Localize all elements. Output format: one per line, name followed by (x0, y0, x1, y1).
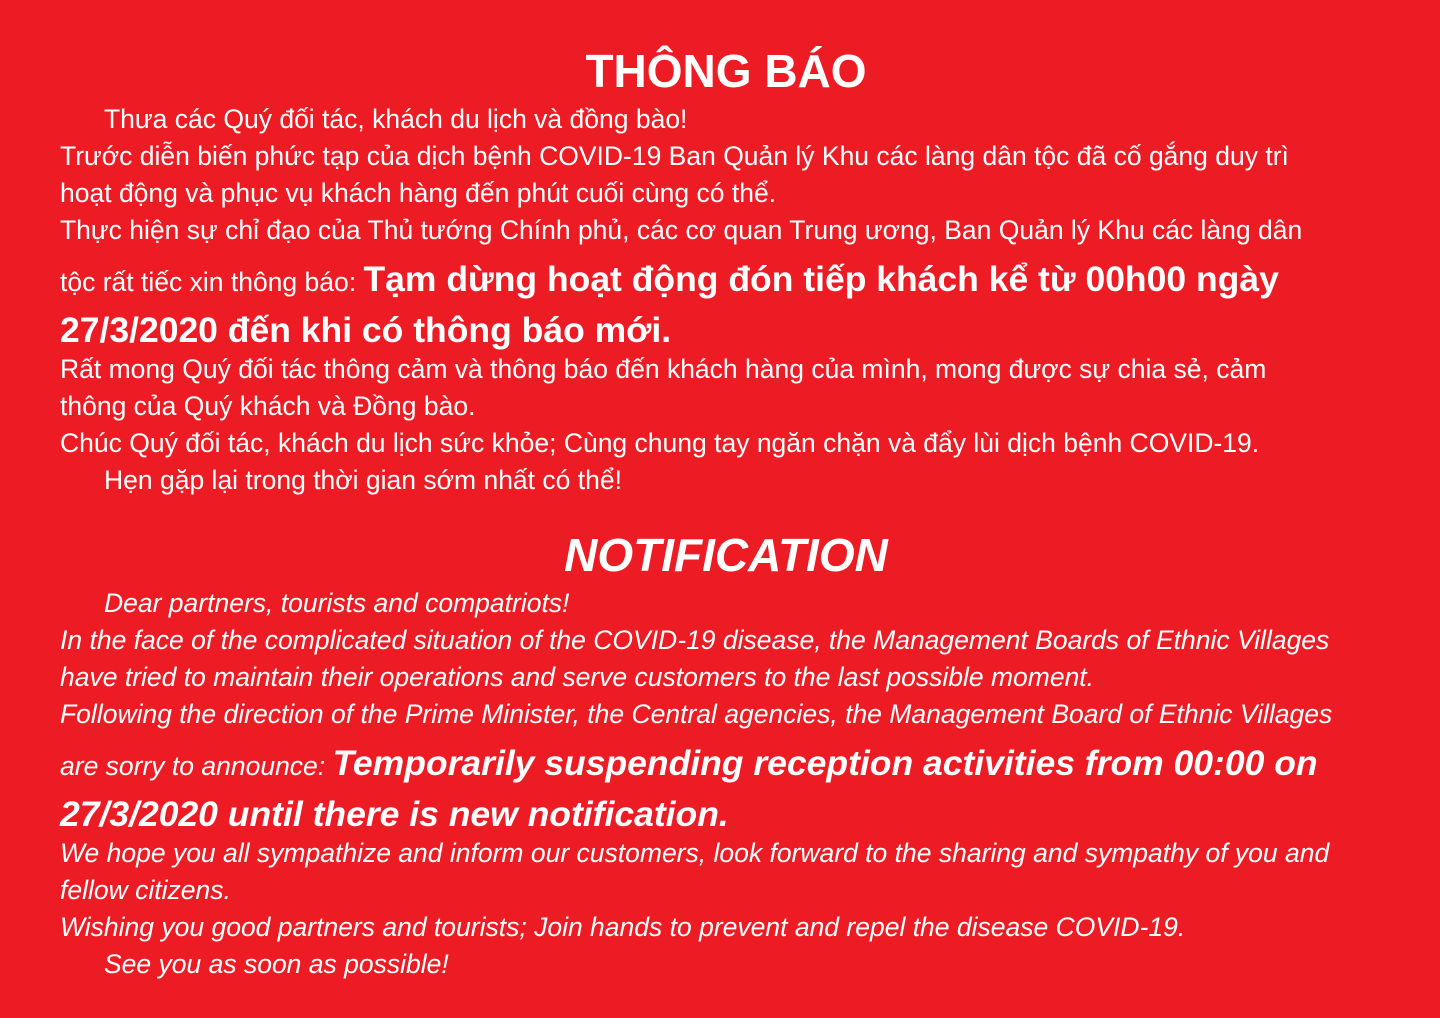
vietnamese-para2-lead: tộc rất tiếc xin thông báo: (60, 267, 364, 297)
vietnamese-announcement-date: 27/3/2020 đến khi có thông báo mới. (60, 310, 672, 350)
vietnamese-closing: Hẹn gặp lại trong thời gian sớm nhất có thể! (104, 465, 622, 495)
english-announcement-line (60, 739, 1392, 790)
english-para2-lead: are sorry to announce: (60, 751, 333, 781)
vietnamese-title: THÔNG BÁO (585, 45, 867, 97)
english-announcement-date: 27/3/2020 until there is new notification. (60, 794, 729, 834)
english-para3-line2: fellow citizens. (60, 875, 231, 905)
vietnamese-para1-line2: hoạt động và phục vụ khách hàng đến phút cuối cùng có thể. (60, 178, 777, 208)
vietnamese-greeting: Thưa các Quý đối tác, khách du lịch và đồng bào! (104, 104, 688, 134)
english-announcement-highlight: Temporarily suspending reception activities from 00:00 on (332, 743, 1318, 783)
vietnamese-para3-line2: thông của Quý khách và Đồng bào. (60, 391, 476, 421)
vietnamese-para1-line1: Trước diễn biến phức tạp của dịch bệnh COVID-19 Ban Quản lý Khu các làng dân tộc đã cố gắng duy trì (60, 141, 1289, 171)
vietnamese-announcement-highlight: Tạm dừng hoạt động đón tiếp khách kể từ 00h00 ngày (363, 259, 1279, 299)
english-para2-line1: Following the direction of the Prime Minister, the Central agencies, the Management Board of Ethnic Villages (60, 699, 1333, 729)
english-closing: See you as soon as possible! (104, 949, 449, 979)
english-notice (60, 528, 1392, 983)
english-para4: Wishing you good partners and tourists; Join hands to prevent and repel the disease COVID-19. (60, 912, 1186, 942)
english-greeting: Dear partners, tourists and compatriots! (104, 588, 570, 618)
vietnamese-para3-line1: Rất mong Quý đối tác thông cảm và thông báo đến khách hàng của mình, mong được sự chia sẻ, cảm (60, 354, 1267, 384)
vietnamese-para2-line1: Thực hiện sự chỉ đạo của Thủ tướng Chính phủ, các cơ quan Trung ương, Ban Quản lý Khu các làng dân (60, 215, 1303, 245)
english-title: NOTIFICATION (564, 529, 888, 581)
english-para1-line2: have tried to maintain their operations and serve customers to the last possible moment. (60, 662, 1095, 692)
english-para3-line1: We hope you all sympathize and inform our customers, look forward to the sharing and sympathy of you and (60, 838, 1330, 868)
vietnamese-announcement-line (60, 255, 1392, 306)
vietnamese-notice (60, 0, 1392, 499)
vietnamese-para4: Chúc Quý đối tác, khách du lịch sức khỏe; Cùng chung tay ngăn chặn và đẩy lùi dịch bệnh COVID-19. (60, 428, 1260, 458)
english-para1-line1: In the face of the complicated situation of the COVID-19 disease, the Management Boards of Ethnic Villages (60, 625, 1330, 655)
